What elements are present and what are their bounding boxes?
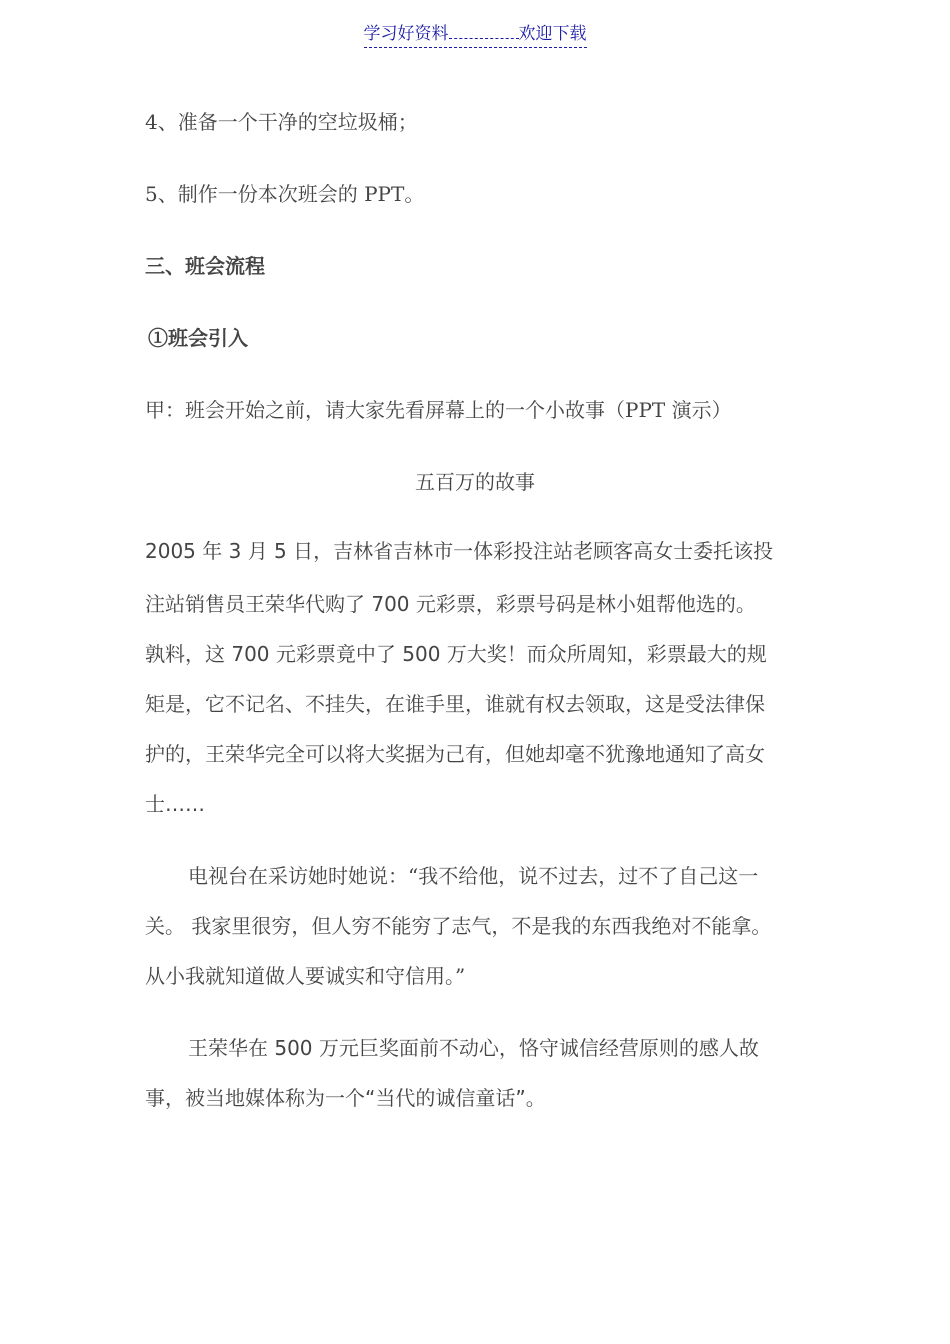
sub-heading: ①班会引入 — [148, 326, 248, 350]
story-para2-line-3: 从小我就知道做人要诚实和守信用。” — [145, 964, 466, 988]
story-para1-line-5: 护的，王荣华完全可以将大奖据为己有，但她却毫不犹豫地通知了高女 — [145, 742, 765, 766]
header-gap — [449, 38, 519, 39]
story-para3-line-1: 王荣华在 500 万元巨奖面前不动心，恪守诚信经营原则的感人故 — [188, 1036, 759, 1060]
story-para2-line-2: 关。 我家里很穷，但人穷不能穷了志气，不是我的东西我绝对不能拿。 — [145, 914, 772, 938]
list-item-4: 4、准备一个干净的空垃圾桶； — [145, 110, 418, 134]
story-para1-line-6: 士…… — [145, 792, 205, 816]
header-link[interactable] — [364, 22, 587, 48]
intro-line: 甲：班会开始之前，请大家先看屏幕上的一个小故事（PPT 演示） — [145, 398, 732, 422]
story-para2-line-1: 电视台在采访她时她说：“我不给他，说不过去，过不了自己这一 — [188, 864, 759, 888]
header-right-text: 欢迎下载 — [518, 24, 587, 44]
story-para1-line-2: 注站销售员王荣华代购了 700 元彩票，彩票号码是林小姐帮他选的。 — [145, 592, 756, 616]
header-left-text: 学习好资料 — [363, 24, 449, 44]
story-para1-line-3: 孰料，这 700 元彩票竟中了 500 万大奖！而众所周知，彩票最大的规 — [145, 642, 767, 666]
story-title: 五百万的故事 — [415, 470, 535, 494]
list-item-5: 5、制作一份本次班会的 PPT。 — [145, 182, 425, 206]
story-para3-line-2: 事，被当地媒体称为一个“当代的诚信童话”。 — [145, 1086, 546, 1110]
story-para1-line-1: 2005 年 3 月 5 日，吉林省吉林市一体彩投注站老顾客高女士委托该投 — [145, 539, 774, 563]
story-para1-line-4: 矩是，它不记名、不挂失，在谁手里，谁就有权去领取，这是受法律保 — [145, 692, 765, 716]
page-header — [0, 22, 950, 48]
section-heading: 三、班会流程 — [145, 254, 265, 278]
